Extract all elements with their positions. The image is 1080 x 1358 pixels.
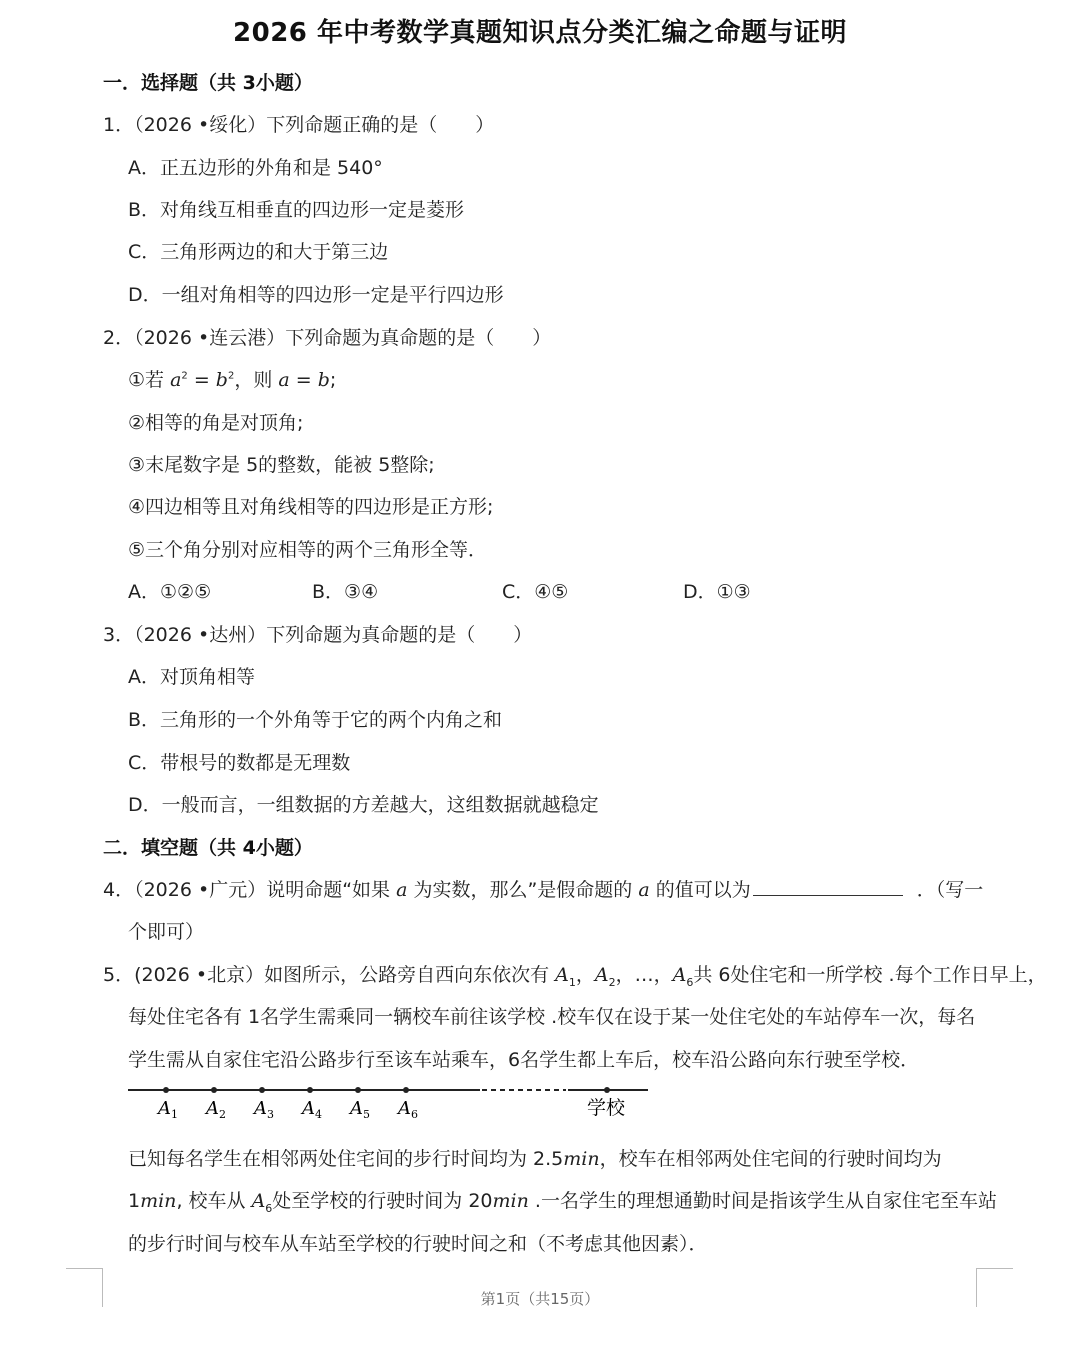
question-4-line-1: 4．（2026 •广元）说明命题“如果 a 为实数，那么”是假命题的 a 的值可以为 ．（写一 — [103, 879, 984, 901]
house-point-a2 — [211, 1087, 217, 1093]
label-a4: $A_4$ — [302, 1098, 322, 1121]
question-3-stem: 3．（2026 •达州）下列命题为真命题的是（ ） — [103, 624, 533, 646]
house-point-a4 — [307, 1087, 313, 1093]
question-5-line-2: 每处住宅各有 1名学生需乘同一辆校车前往该学校 .校车仅在设于某一处住宅处的车站停车一次，每名 — [128, 1006, 976, 1028]
school-point — [604, 1087, 610, 1093]
label-a2: $A_2$ — [206, 1098, 226, 1121]
question-2-option-d: D．①③ — [683, 581, 751, 603]
label-a5: $A_5$ — [350, 1098, 370, 1121]
question-2-option-b: B．③④ — [312, 581, 379, 603]
question-1-option-b: B．对角线互相垂直的四边形一定是菱形 — [128, 199, 465, 221]
question-2-statement-5: ⑤三个角分别对应相等的两个三角形全等． — [128, 539, 488, 561]
house-point-a1 — [163, 1087, 169, 1093]
question-2-statement-2: ②相等的角是对顶角; — [128, 412, 304, 434]
question-5-line-4: 已知每名学生在相邻两处住宅间的步行时间均为 2.5min，校车在相邻两处住宅间的行驶时间均为 — [128, 1148, 942, 1170]
page-footer: 第1页（共15页） — [480, 1290, 600, 1308]
question-2-statement-4: ④四边相等且对角线相等的四边形是正方形; — [128, 496, 494, 518]
label-a1: $A_1$ — [158, 1098, 178, 1121]
house-point-a3 — [259, 1087, 265, 1093]
question-3-option-a: A．对顶角相等 — [128, 666, 255, 688]
label-a6: $A_6$ — [398, 1098, 418, 1121]
label-school: 学校 — [587, 1097, 626, 1119]
question-1-option-a: A．正五边形的外角和是 540° — [128, 157, 383, 179]
question-5-line-5: 1min, 校车从 $A_6$处至学校的行驶时间为 20min .一名学生的理想通勤时间是指该学生从自家住宅至车站 — [128, 1190, 997, 1215]
label-a3: $A_3$ — [254, 1098, 274, 1121]
question-2-options-row — [128, 577, 928, 603]
section-heading-fill-blank: 二．填空题（共 4小题） — [103, 837, 313, 859]
question-3-option-c: C．带根号的数都是无理数 — [128, 752, 351, 774]
answer-blank — [753, 879, 903, 896]
question-1-option-d: D．一组对角相等的四边形一定是平行四边形 — [128, 284, 504, 306]
section-heading-choice: 一．选择题（共 3小题） — [103, 72, 313, 94]
question-2-stem: 2．（2026 •连云港）下列命题为真命题的是（ ） — [103, 327, 552, 349]
question-3-option-d: D．一般而言，一组数据的方差越大，这组数据就越稳定 — [128, 794, 599, 816]
house-point-a6 — [403, 1087, 409, 1093]
question-5-line-6: 的步行时间与校车从车站至学校的行驶时间之和（不考虑其他因素）． — [128, 1233, 708, 1255]
question-2-statement-3: ③末尾数字是 5的整数，能被 5整除; — [128, 454, 435, 476]
question-4-line-2: 个即可） — [128, 921, 205, 943]
question-5-line-1: 5．(2026 •北京）如图所示，公路旁自西向东依次有 $A_1$，$A_2$，…，$A_6$共 6处住宅和一所学校 .每个工作日早上， — [103, 964, 1047, 989]
question-5-line-3: 学生需从自家住宅沿公路步行至该车站乘车，6名学生都上车后，校车沿公路向东行驶至学校． — [128, 1049, 920, 1071]
question-1-stem: 1．（2026 •绥化）下列命题正确的是（ ） — [103, 114, 495, 136]
page-title: 2026 年中考数学真题知识点分类汇编之命题与证明 — [233, 18, 847, 48]
house-point-a5 — [355, 1087, 361, 1093]
question-3-option-b: B．三角形的一个外角等于它的两个内角之和 — [128, 709, 503, 731]
road-diagram — [120, 1076, 660, 1128]
question-1-option-c: C．三角形两边的和大于第三边 — [128, 241, 389, 263]
question-2-statement-1: ①若 $a^2 = b^2$，则 a = b; — [128, 369, 337, 391]
question-2-option-c: C．④⑤ — [502, 581, 569, 603]
question-2-option-a: A．①②⑤ — [128, 581, 212, 603]
